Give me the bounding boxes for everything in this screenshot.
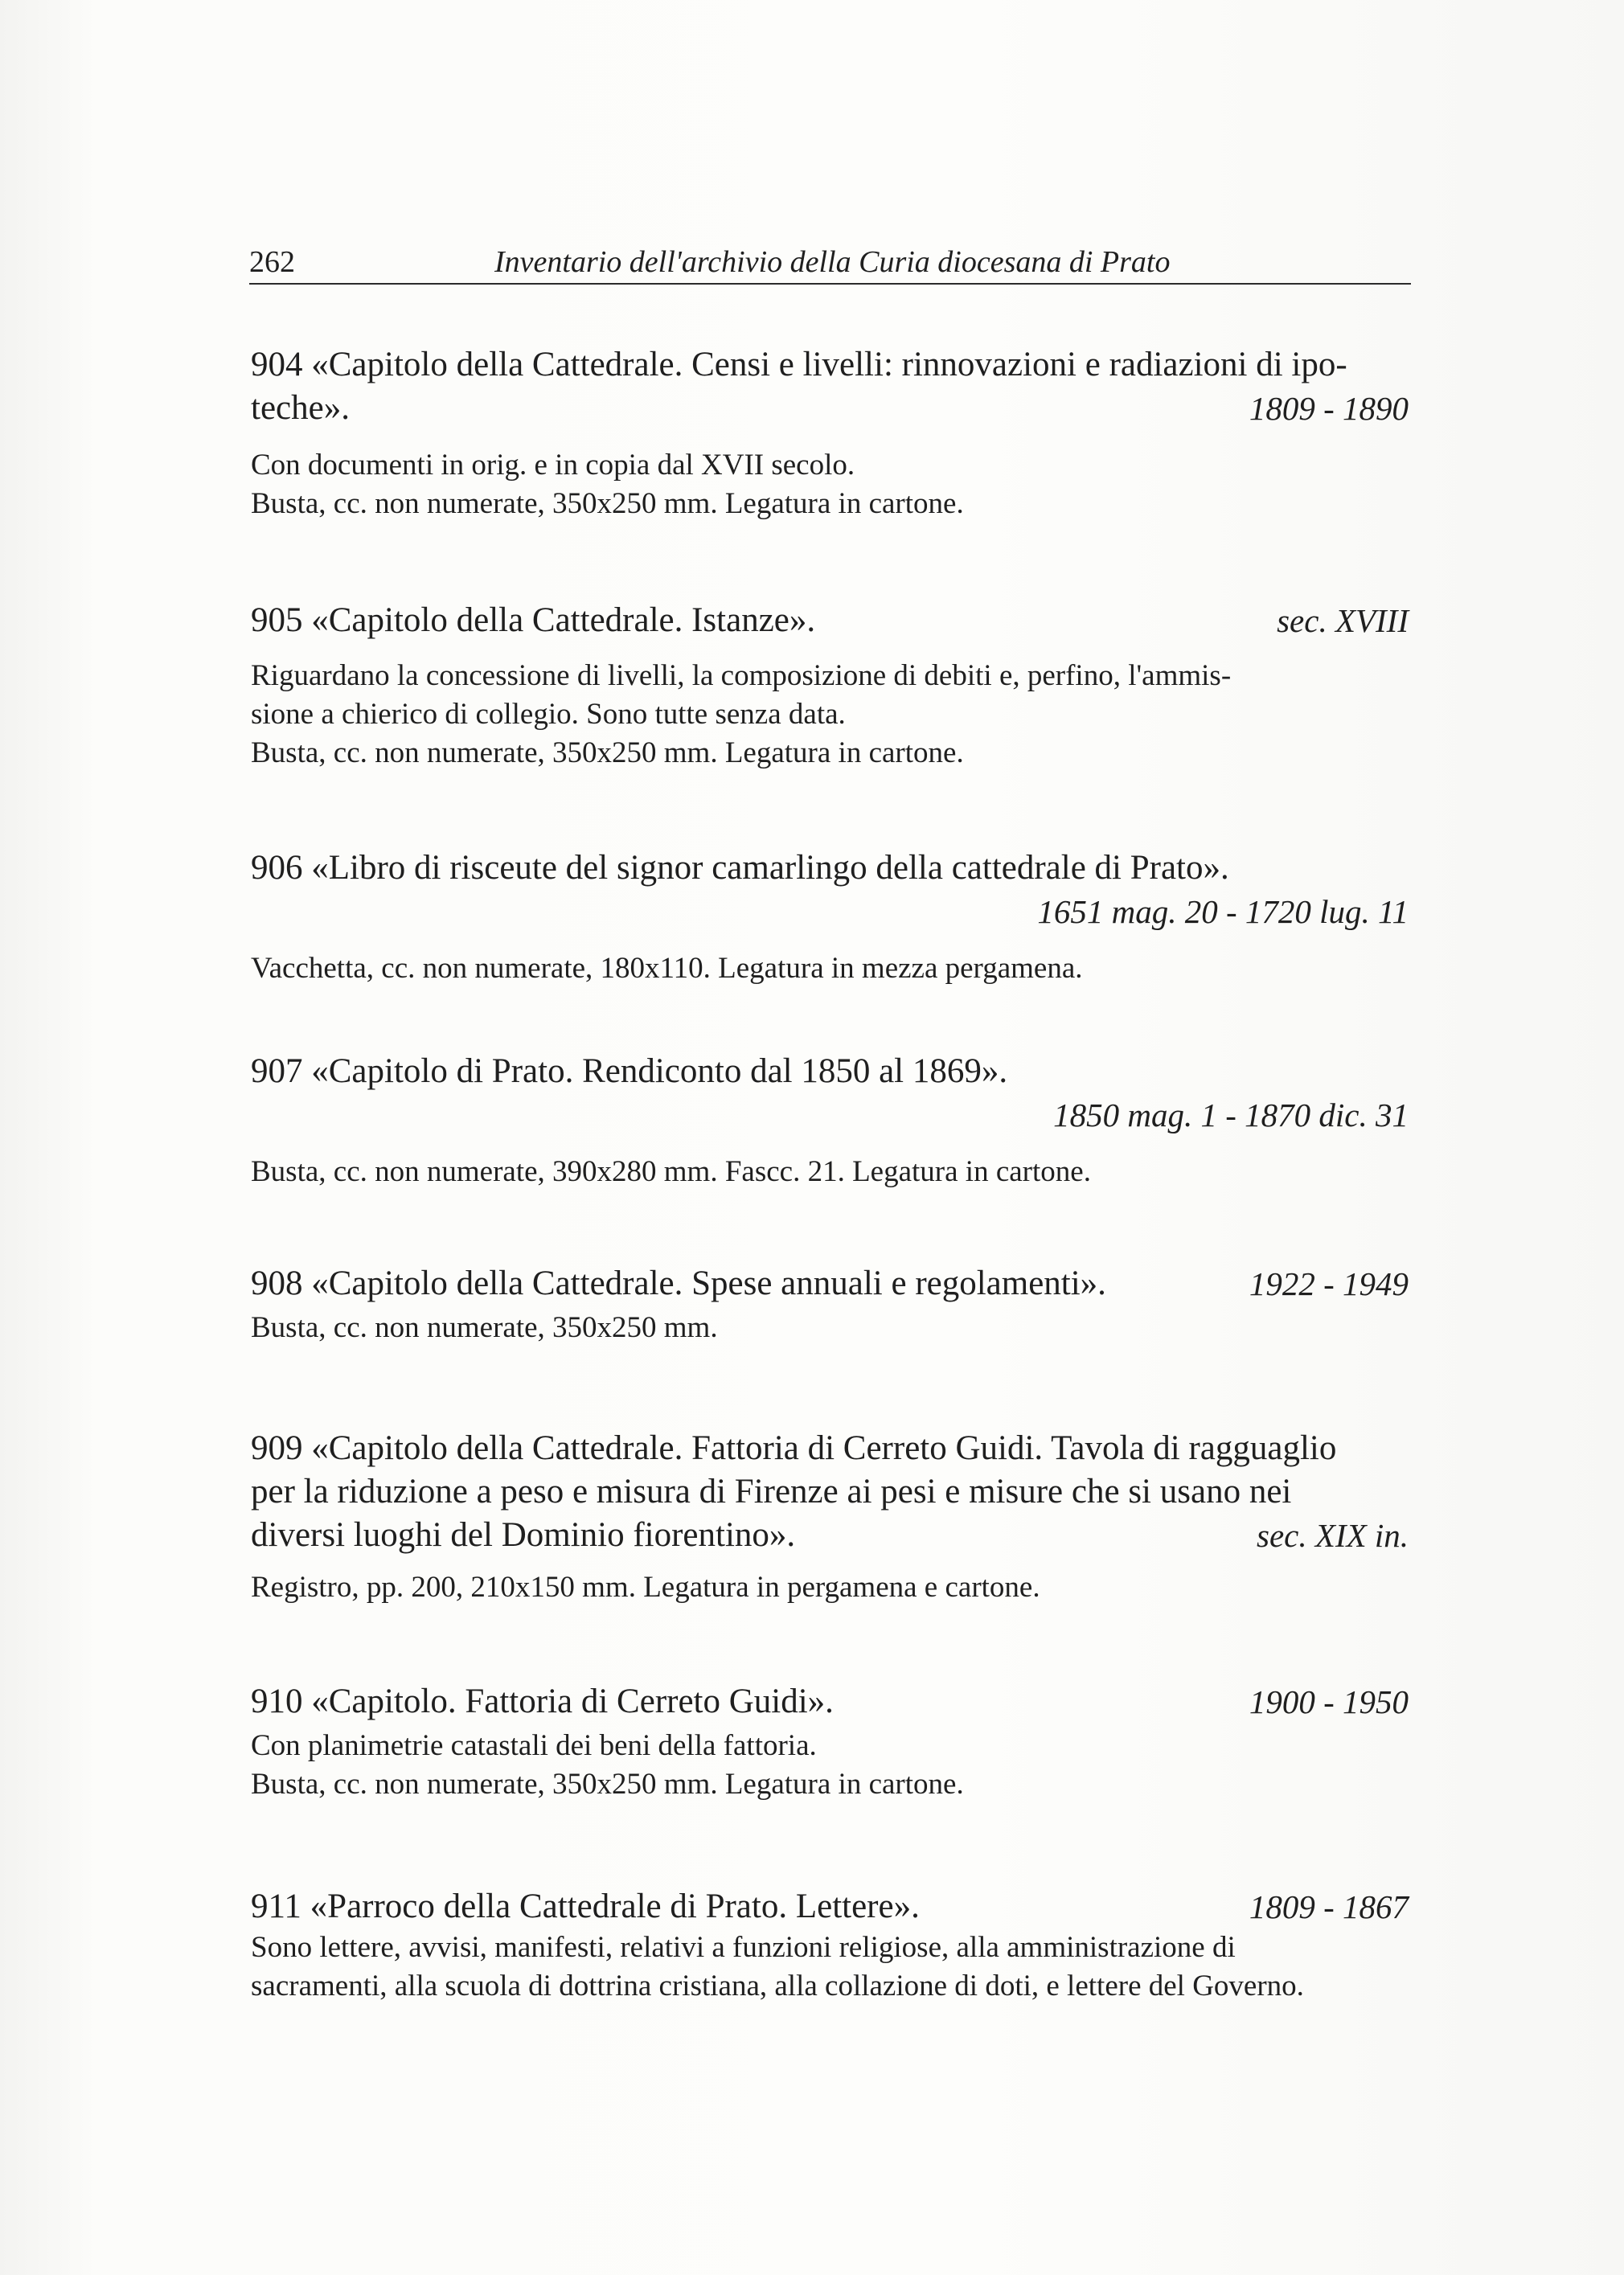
entry-date: 1651 mag. 20 - 1720 lug. 11	[1037, 893, 1409, 930]
entry-description: Vacchetta, cc. non numerate, 180x110. Legatura in mezza pergamena.	[251, 952, 1083, 985]
entry-title	[251, 1050, 1409, 1093]
entry-title	[251, 599, 1409, 642]
page-number: 262	[249, 245, 295, 279]
entry-905	[251, 599, 1409, 773]
entry-911	[251, 1885, 1409, 2006]
entry-909	[251, 1427, 1409, 1607]
running-title: Inventario dell'archivio della Curia diocesana di Prato	[494, 245, 1171, 279]
entry-date: 1900 - 1950	[1249, 1683, 1409, 1720]
entry-description: sione a chierico di collegio. Sono tutte senza data.	[251, 698, 846, 731]
entry-title-line: 908 «Capitolo della Cattedrale. Spese annuali e regolamenti».	[251, 1265, 1106, 1302]
entry-910	[251, 1680, 1409, 1804]
entry-title-line: 907 «Capitolo di Prato. Rendiconto dal 1850 al 1869».	[251, 1052, 1008, 1090]
entry-description: Con documenti in orig. e in copia dal XVII secolo.	[251, 449, 855, 482]
entry-title	[251, 1262, 1409, 1306]
entry-date: 1809 - 1890	[1249, 390, 1409, 427]
entry-title-line: per la riduzione a peso e misura di Firenze ai pesi e misure che si usano nei	[251, 1473, 1292, 1511]
entry-description: Sono lettere, avvisi, manifesti, relativi a funzioni religiose, alla amministrazione di	[251, 1931, 1236, 1964]
entry-description: Busta, cc. non numerate, 350x250 mm. Legatura in cartone.	[251, 487, 964, 520]
entry-description: Busta, cc. non numerate, 350x250 mm.	[251, 1311, 718, 1344]
entry-title-line: 905 «Capitolo della Cattedrale. Istanze».	[251, 601, 816, 639]
entry-description: sacramenti, alla scuola di dottrina cristiana, alla collazione di doti, e lettere del Governo.	[251, 1970, 1304, 2002]
entry-title-line: diversi luoghi del Dominio fiorentino».	[251, 1516, 796, 1554]
entry-title-line: 911 «Parroco della Cattedrale di Prato. Lettere».	[251, 1888, 920, 1925]
entry-908	[251, 1262, 1409, 1347]
entry-date: sec. XVIII	[1277, 602, 1409, 639]
entry-title	[251, 846, 1409, 890]
entry-date: sec. XIX in.	[1257, 1517, 1409, 1554]
entry-title-line: teche».	[251, 389, 350, 427]
entry-title	[251, 1680, 1409, 1724]
entry-906	[251, 846, 1409, 988]
entry-description: Riguardano la concessione di livelli, la composizione di debiti e, perfino, l'ammis-	[251, 659, 1232, 692]
entry-date: 1809 - 1867	[1249, 1888, 1409, 1925]
entry-description: Busta, cc. non numerate, 350x250 mm. Legatura in cartone.	[251, 1768, 964, 1801]
entry-title	[251, 1885, 1409, 1929]
entry-title-line: 909 «Capitolo della Cattedrale. Fattoria di Cerreto Guidi. Tavola di ragguaglio	[251, 1429, 1337, 1467]
entry-title	[251, 1427, 1409, 1470]
entry-date: 1850 mag. 1 - 1870 dic. 31	[1053, 1097, 1409, 1133]
entry-title-line: 906 «Libro di risceute del signor camarlingo della cattedrale di Prato».	[251, 849, 1229, 887]
entry-date: 1922 - 1949	[1249, 1265, 1409, 1302]
entry-description: Busta, cc. non numerate, 350x250 mm. Legatura in cartone.	[251, 736, 964, 769]
entry-title-line-3	[251, 1514, 1409, 1557]
entry-description: Busta, cc. non numerate, 390x280 mm. Fascc. 21. Legatura in cartone.	[251, 1155, 1091, 1188]
entry-907	[251, 1050, 1409, 1191]
entry-904	[251, 343, 1409, 523]
entry-description: Con planimetrie catastali dei beni della fattoria.	[251, 1729, 817, 1762]
entry-title-line-2	[251, 1470, 1409, 1514]
entry-title	[251, 343, 1409, 387]
entry-title-line: 910 «Capitolo. Fattoria di Cerreto Guidi».	[251, 1683, 834, 1720]
page-header	[249, 241, 1411, 285]
entry-title-line: 904 «Capitolo della Cattedrale. Censi e livelli: rinnovazioni e radiazioni di ipo-	[251, 346, 1347, 383]
entry-title-line-2	[251, 387, 1409, 430]
entry-description: Registro, pp. 200, 210x150 mm. Legatura in pergamena e cartone.	[251, 1571, 1040, 1604]
